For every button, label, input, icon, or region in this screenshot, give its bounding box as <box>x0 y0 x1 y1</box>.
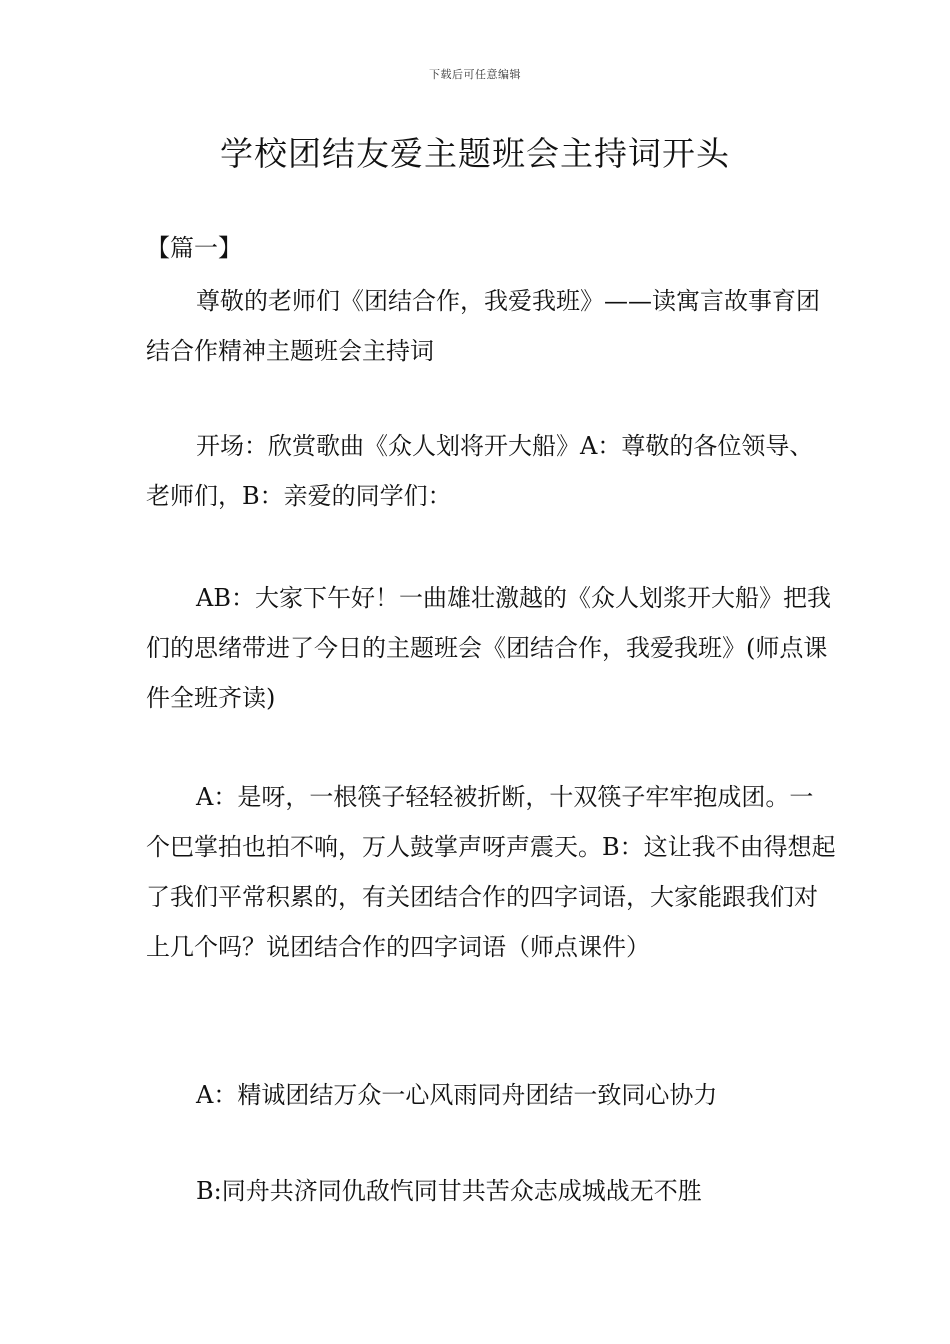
paragraph: A：精诚团结万众一心风雨同舟团结一致同心协力 <box>196 1081 718 1109</box>
paragraph: B:同舟共济同仇敌忾同甘共苦众志成城战无不胜 <box>196 1177 702 1205</box>
document-title: 学校团结友爱主题班会主持词开头 <box>220 134 730 173</box>
paragraph: A：是呀，一根筷子轻轻被折断，十双筷子牢牢抱成团。一个巴掌拍也拍不响，万人鼓掌声呀声震天。B：这让我不由得想起了我们平常积累的，有关团结合作的四字词语，大家能跟我们对上几个吗？说团结合作的四字词语（师点课件） <box>146 783 836 961</box>
paragraph: AB：大家下午好！一曲雄壮激越的《众人划浆开大船》把我们的思绪带进了今日的主题班会《团结合作，我爱我班》(师点课件全班齐读) <box>146 584 831 712</box>
paragraph: 尊敬的老师们《团结合作，我爱我班》——读寓言故事育团结合作精神主题班会主持词 <box>146 287 820 365</box>
section-label: 【篇一】 <box>146 234 242 262</box>
paragraph: 开场：欣赏歌曲《众人划将开大船》A：尊敬的各位领导、老师们，B：亲爱的同学们： <box>146 432 814 510</box>
page-header-note: 下载后可任意编辑 <box>429 68 521 81</box>
